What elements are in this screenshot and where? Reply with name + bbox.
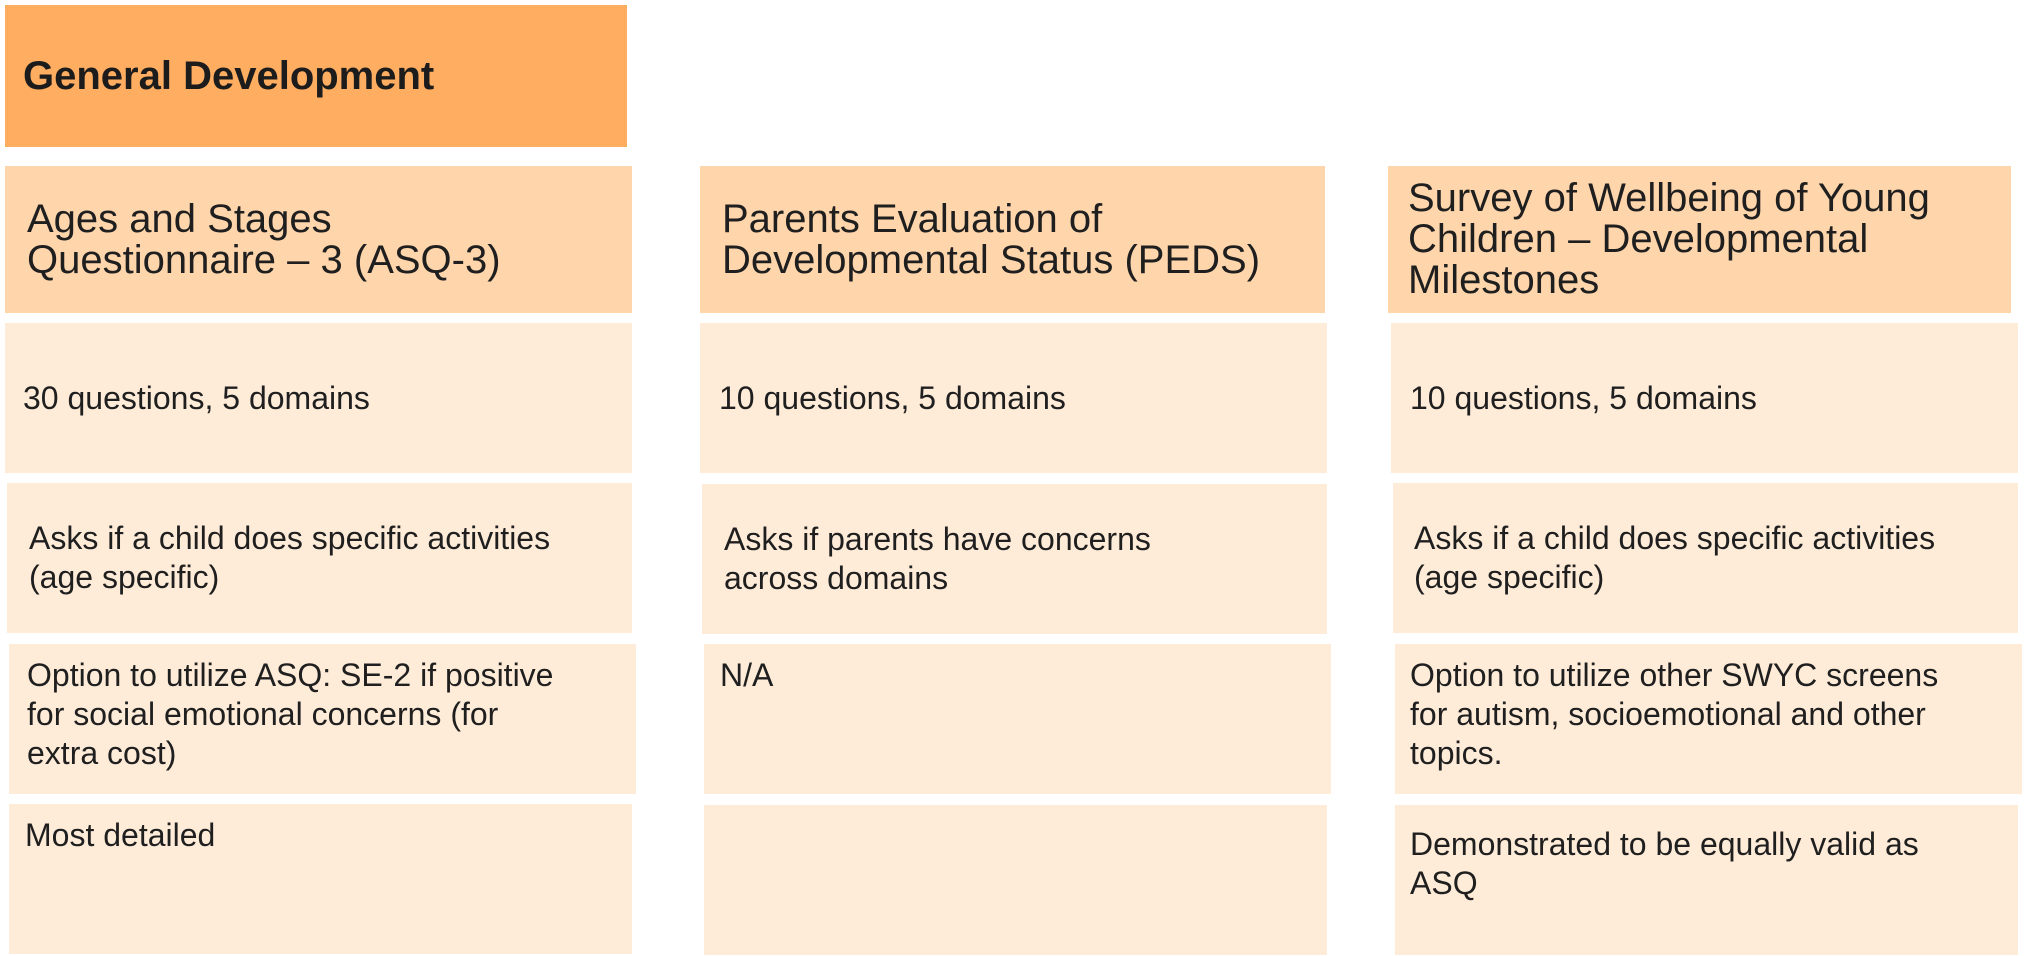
table-cell	[5, 323, 632, 473]
column-header-peds	[700, 166, 1325, 313]
cell-text: Option to utilize ASQ: SE-2 if positive for social emotional concerns (for extra cost)	[27, 657, 554, 771]
cell-text: Asks if parents have concerns across domains	[724, 521, 1151, 596]
table-cell	[704, 805, 1327, 955]
column-header-text: Parents Evaluation of Developmental Status (PEDS)	[722, 196, 1261, 282]
page-title	[5, 5, 627, 147]
table-cell	[704, 644, 1331, 794]
cell-text: 10 questions, 5 domains	[1410, 379, 1757, 416]
table-cell	[702, 484, 1327, 634]
cell-text: N/A	[720, 657, 774, 693]
table-cell	[1393, 483, 2018, 633]
column-header-text: Ages and Stages Questionnaire – 3 (ASQ-3)	[27, 196, 501, 282]
table-cell	[7, 483, 632, 633]
cell-text: Asks if a child does specific activities (age specific)	[1414, 520, 1936, 595]
table-cell	[700, 323, 1327, 473]
table-cell	[9, 804, 632, 954]
cell-text: 10 questions, 5 domains	[719, 379, 1066, 416]
cell-text: Demonstrated to be equally valid as ASQ	[1410, 826, 1919, 901]
column-header-swyc	[1388, 166, 2011, 313]
column-header-text: Survey of Wellbeing of Young Children – Developmental Milestones	[1408, 176, 1930, 302]
table-cell	[9, 644, 636, 794]
page-title-text: General Development	[23, 53, 435, 98]
column-header-asq3	[5, 166, 632, 313]
cell-text: 30 questions, 5 domains	[23, 379, 370, 416]
table-cell	[1395, 805, 2018, 955]
cell-text: Most detailed	[25, 817, 216, 853]
cell-text: Option to utilize other SWYC screens for autism, socioemotional and other topics.	[1410, 657, 1939, 771]
table-cell	[1395, 644, 2022, 794]
cell-text: Asks if a child does specific activities (age specific)	[29, 520, 551, 595]
table-cell	[1391, 323, 2018, 473]
